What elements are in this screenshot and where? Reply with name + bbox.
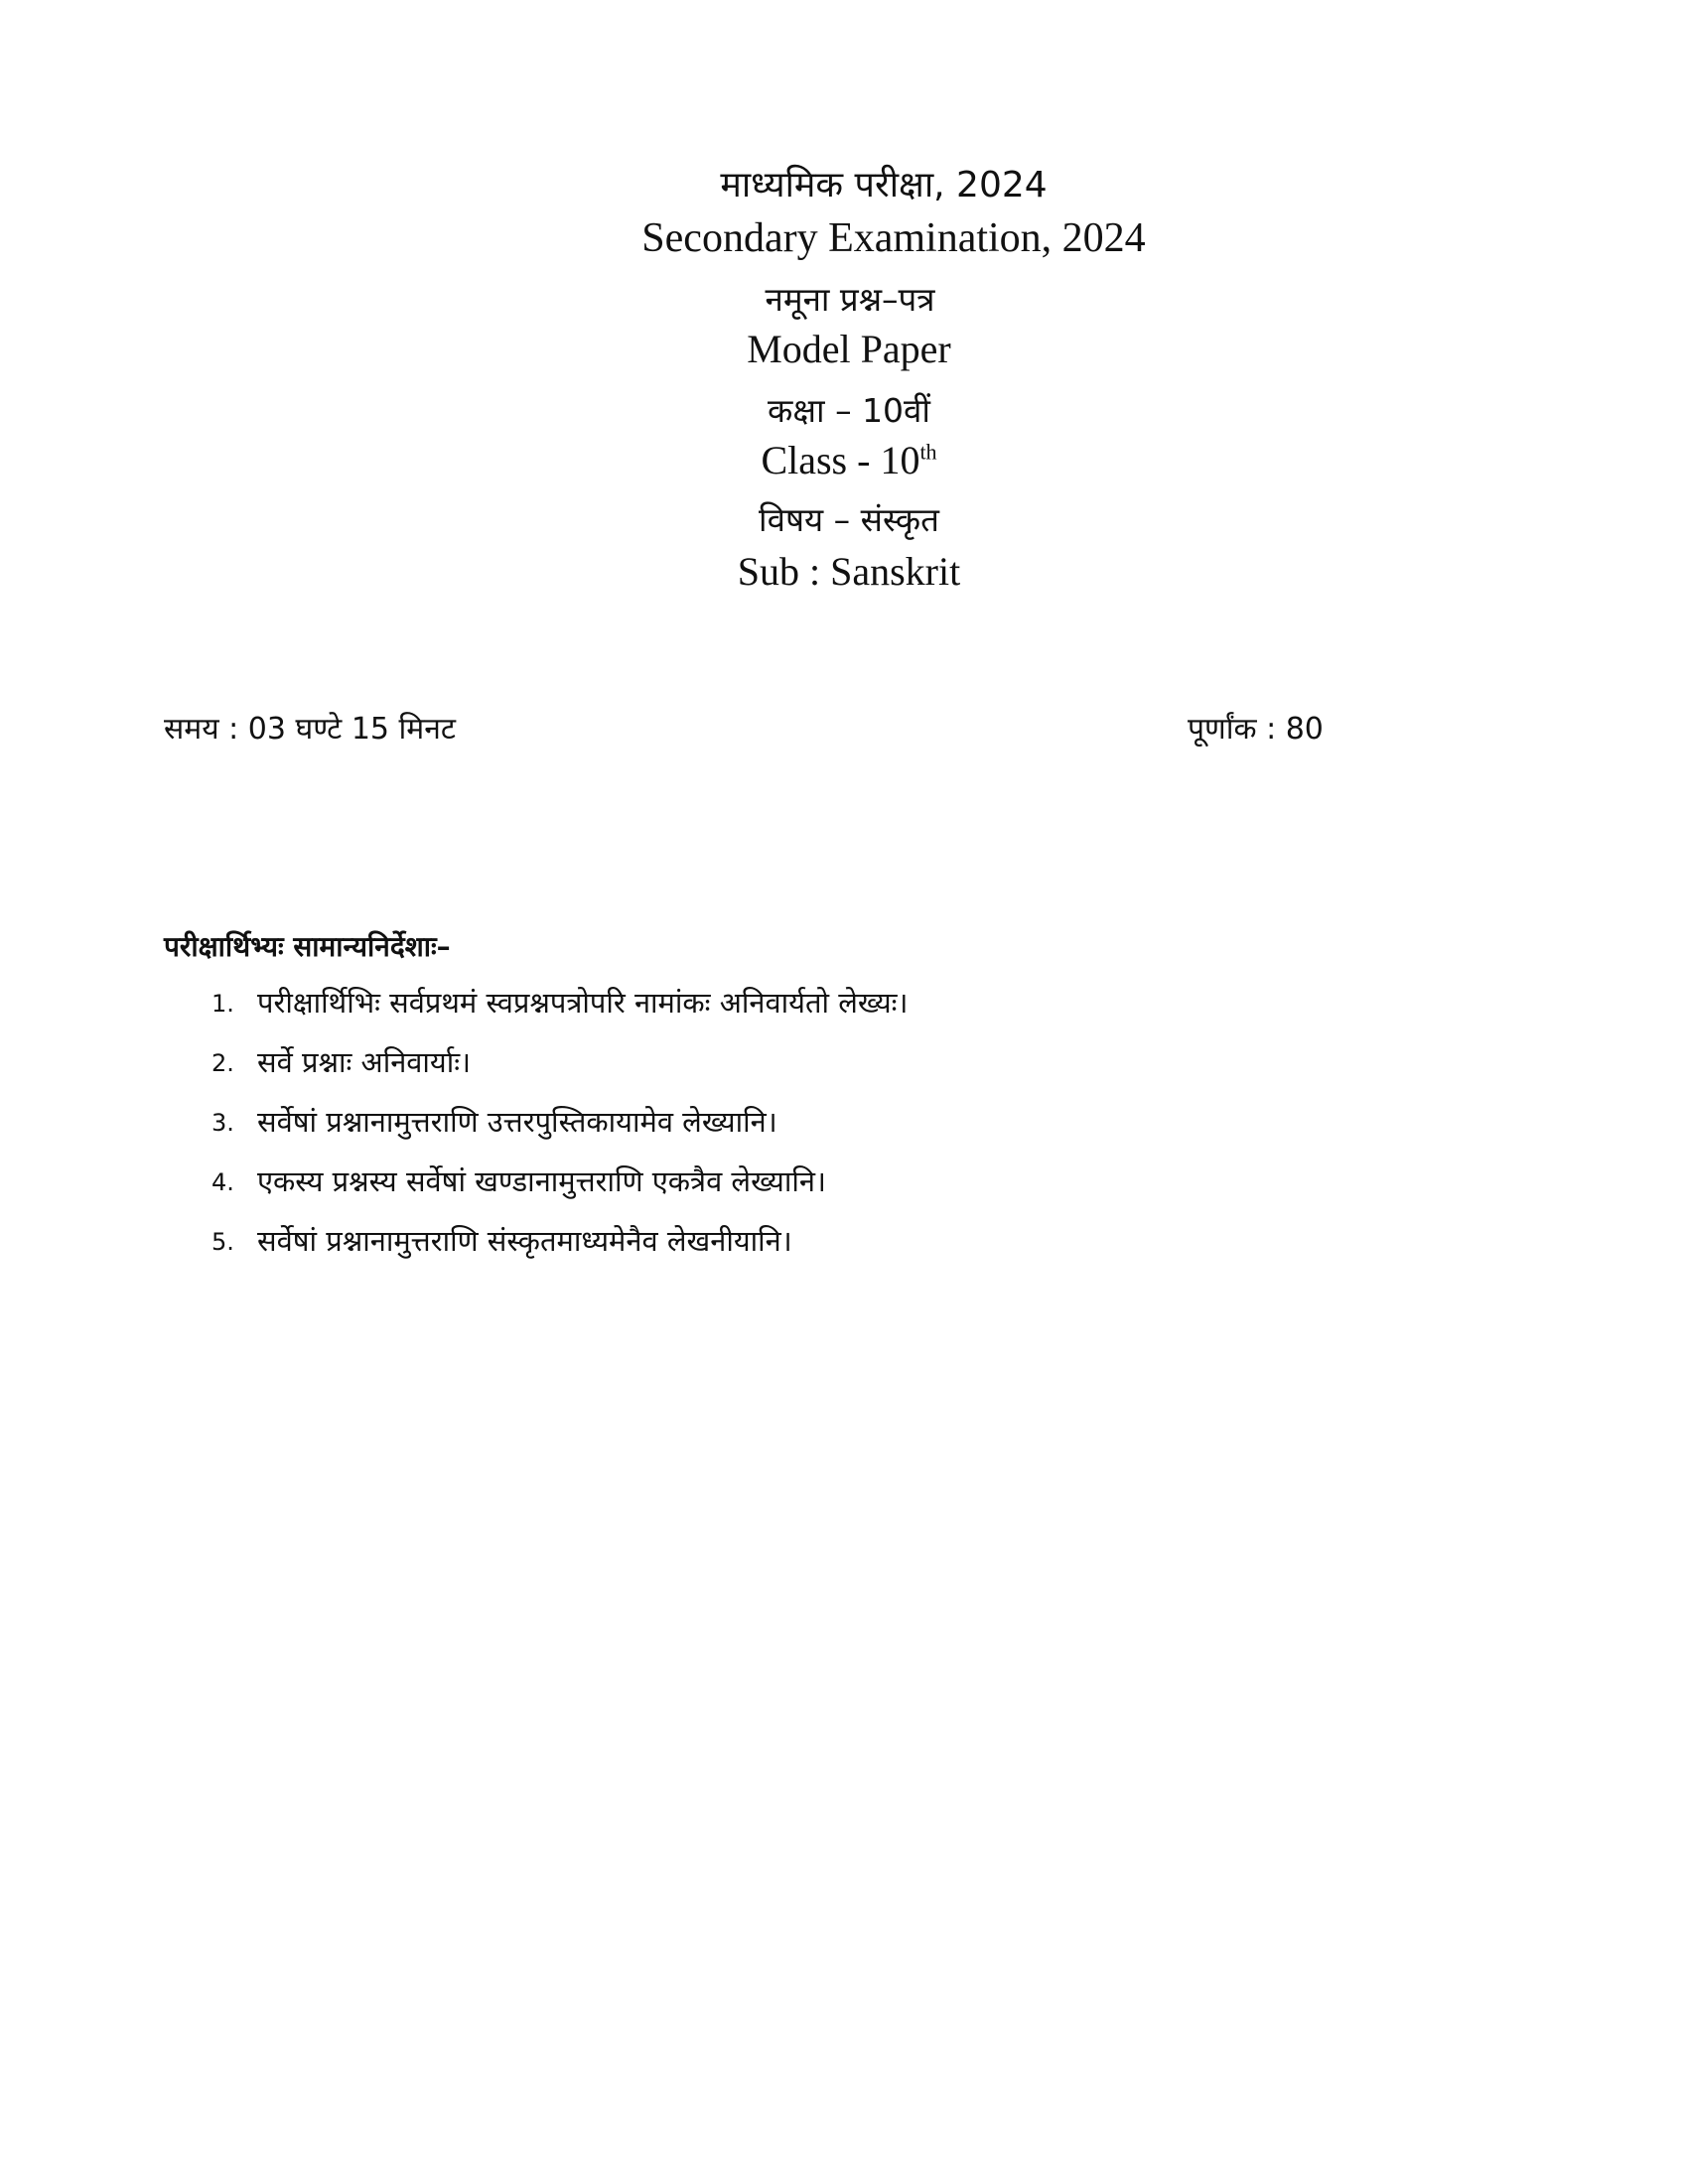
instruction-text: सर्वेषां प्रश्नानामुत्तराणि उत्तरपुस्तिकायामेव लेख्यानि। (257, 1105, 777, 1139)
instruction-number: 5. (211, 1228, 234, 1256)
class-english (0, 437, 1688, 483)
paper-type-hindi: नमूना प्रश्न–पत्र (765, 280, 935, 319)
instruction-item (211, 983, 909, 1042)
exam-duration: समय : 03 घण्टे 15 मिनट (164, 712, 457, 747)
instruction-text: एकस्य प्रश्नस्य सर्वेषां खण्डानामुत्तराणि एकत्रैव लेख्यानि। (257, 1164, 826, 1198)
instruction-text: सर्वे प्रश्नाः अनिवार्याः। (257, 1045, 472, 1079)
instruction-item (211, 1102, 909, 1161)
instruction-number: 4. (211, 1168, 234, 1196)
paper-type-english: Model Paper (747, 327, 951, 371)
subject-hindi: विषय – संस्कृत (759, 500, 939, 539)
instruction-text: परीक्षार्थिभिः सर्वप्रथमं स्वप्रश्नपत्रोपरि नामांकः अनिवार्यतो लेख्यः। (257, 986, 909, 1020)
subject-english: Sub : Sanskrit (737, 549, 961, 594)
class-english-text: Class - 10 (761, 438, 920, 482)
instruction-item (211, 1221, 909, 1281)
instruction-item (211, 1161, 909, 1221)
instruction-text: सर्वेषां प्रश्नानामुत्तराणि संस्कृतमाध्यमेनैव लेखनीयानि। (257, 1224, 792, 1258)
exam-title-hindi: माध्यमिक परीक्षा, 2024 (720, 165, 1048, 205)
instruction-number: 2. (211, 1049, 234, 1077)
instruction-number: 3. (211, 1109, 234, 1137)
instruction-number: 1. (211, 990, 234, 1018)
class-hindi: कक्षा – 10वीं (768, 391, 930, 430)
exam-title-english: Secondary Examination, 2024 (641, 215, 1146, 261)
max-marks: पूर्णांक : 80 (1188, 712, 1324, 747)
instructions-list (211, 983, 909, 1281)
instructions-title: परीक्षार्थिभ्यः सामान्यनिर्देशाः– (164, 930, 451, 963)
instruction-item (211, 1042, 909, 1102)
class-english-sup: th (919, 439, 937, 465)
